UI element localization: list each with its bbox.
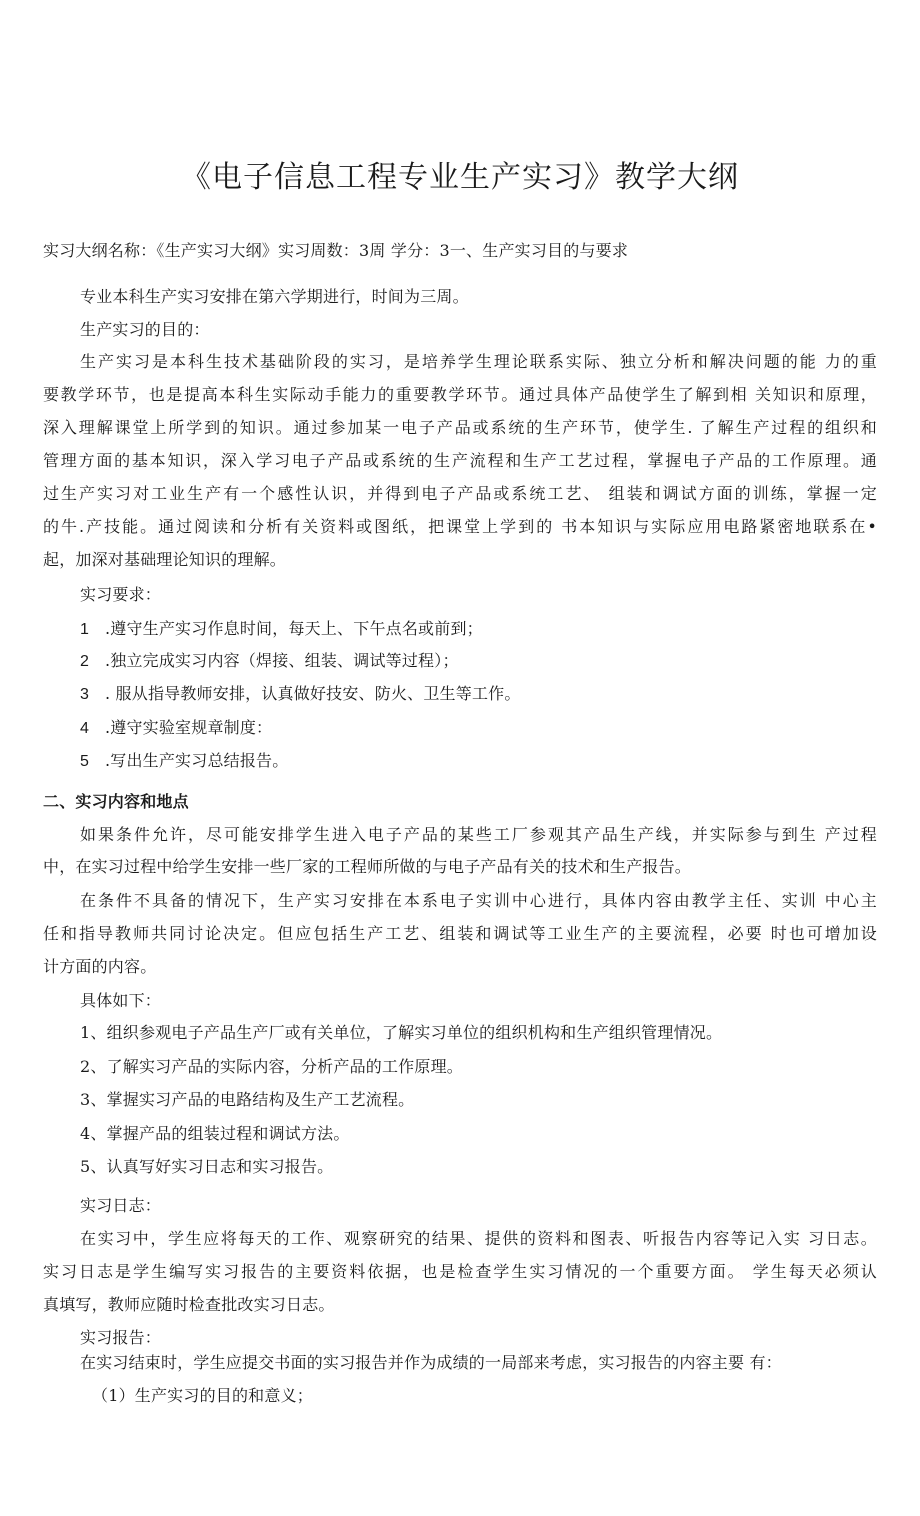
requirement-number: 5 (80, 753, 90, 770)
purpose-line: 起，加深对基础理论知识的理解。 (43, 550, 287, 569)
requirement-text: .遵守实验室规章制度： (104, 718, 273, 737)
detail-item: 4、掌握产品的组装过程和调试方法。 (80, 1124, 350, 1143)
purpose-line: 生产实习是本科生技术基础阶段的实习，是培养学生理论联系实际、独立分析和解决问题的能 力的重 (80, 352, 877, 371)
meta-line: 实习大纲名称：《生产实习大纲》实习周数：3周 学分：3一、生产实习目的与要求 (43, 241, 629, 260)
log-line: 真填写，教师应随时检查批改实习日志。 (43, 1295, 335, 1314)
requirement-text: .写出生产实习总结报告。 (104, 751, 289, 770)
content-line: 中，在实习过程中给学生安排一些厂家的工程师所做的与电子产品有关的技术和生产报告。 (43, 857, 692, 876)
detail-item: 3、掌握实习产品的电路结构及生产工艺流程。 (80, 1090, 415, 1109)
requirement-text: .遵守生产实习作息时间，每天上、下午点名或前到； (104, 619, 483, 638)
purpose-line: 要教学环节，也是提高本科生实际动手能力的重要教学环节。通过具体产品使学生了解到相 关知识和原理， (43, 385, 877, 404)
detail-item: 5、认真写好实习日志和实习报告。 (80, 1157, 334, 1176)
report-line: 在实习结束时，学生应提交书面的实习报告并作为成绩的一局部来考虑，实习报告的内容主要 有： (80, 1353, 782, 1372)
purpose-heading: 生产实习的目的： (80, 320, 210, 339)
purpose-line: 的牛.产技能。通过阅读和分析有关资料或图纸，把课堂上学到的 书本知识与实际应用电路紧密地联系在• (43, 517, 877, 536)
requirement-item (80, 718, 272, 739)
content-line: 计方面的内容。 (43, 957, 157, 976)
report-heading: 实习报告： (80, 1328, 162, 1347)
content-line: 如果条件允许，尽可能安排学生进入电子产品的某些工厂参观其产品生产线，并实际参与到生 产过程 (80, 825, 877, 844)
requirement-item (80, 651, 459, 672)
intro-paragraph: 专业本科生产实习安排在第六学期进行，时间为三周。 (80, 287, 469, 306)
requirement-number: 4 (80, 720, 90, 737)
report-item: （1）生产实习的目的和意义； (92, 1386, 313, 1405)
purpose-line: 过生产实习对工业生产有一个感性认识，并得到电子产品或系统工艺、 组装和调试方面的训练，掌握一定 (43, 484, 877, 503)
details-heading: 具体如下： (80, 991, 162, 1010)
requirement-number: 1 (80, 621, 90, 638)
log-line: 实习日志是学生编写实习报告的主要资料依据，也是检查学生实习情况的一个重要方面。 学生每天必须认 (43, 1262, 877, 1281)
detail-item: 2、了解实习产品的实际内容，分析产品的工作原理。 (80, 1057, 463, 1076)
requirement-number: 2 (80, 653, 90, 670)
requirements-heading: 实习要求： (80, 585, 162, 604)
requirement-text: . 服从指导教师安排，认真做好技安、防火、卫生等工作。 (104, 684, 521, 703)
log-heading: 实习日志： (80, 1196, 162, 1215)
document-title: 《电子信息工程专业生产实习》教学大纲 (181, 160, 739, 195)
requirement-item (80, 751, 288, 772)
content-line: 在条件不具备的情况下，生产实习安排在本系电子实训中心进行，具体内容由教学主任、实训 中心主 (80, 891, 877, 910)
log-line: 在实习中，学生应将每天的工作、观察研究的结果、提供的资料和图表、听报告内容等记入实 习日志。 (80, 1229, 877, 1248)
section-heading: 二、实习内容和地点 (43, 792, 189, 811)
requirement-number: 3 (80, 686, 90, 703)
requirement-item (80, 619, 483, 640)
detail-item: 1、组织参观电子产品生产厂或有关单位，了解实习单位的组织机构和生产组织管理情况。 (80, 1023, 723, 1042)
content-line: 任和指导教师共同讨论决定。但应包括生产工艺、组装和调试等工业生产的主要流程，必要 时也可增加设 (43, 924, 877, 943)
requirement-text: .独立完成实习内容（焊接、组装、调试等过程）； (104, 651, 459, 670)
requirement-item (80, 684, 521, 705)
purpose-line: 管理方面的基本知识，深入学习电子产品或系统的生产流程和生产工艺过程，掌握电子产品的工作原理。通 (43, 451, 877, 470)
purpose-line: 深入理解课堂上所学到的知识。通过参加某一电子产品或系统的生产环节，使学生. 了解生产过程的组织和 (43, 418, 877, 437)
